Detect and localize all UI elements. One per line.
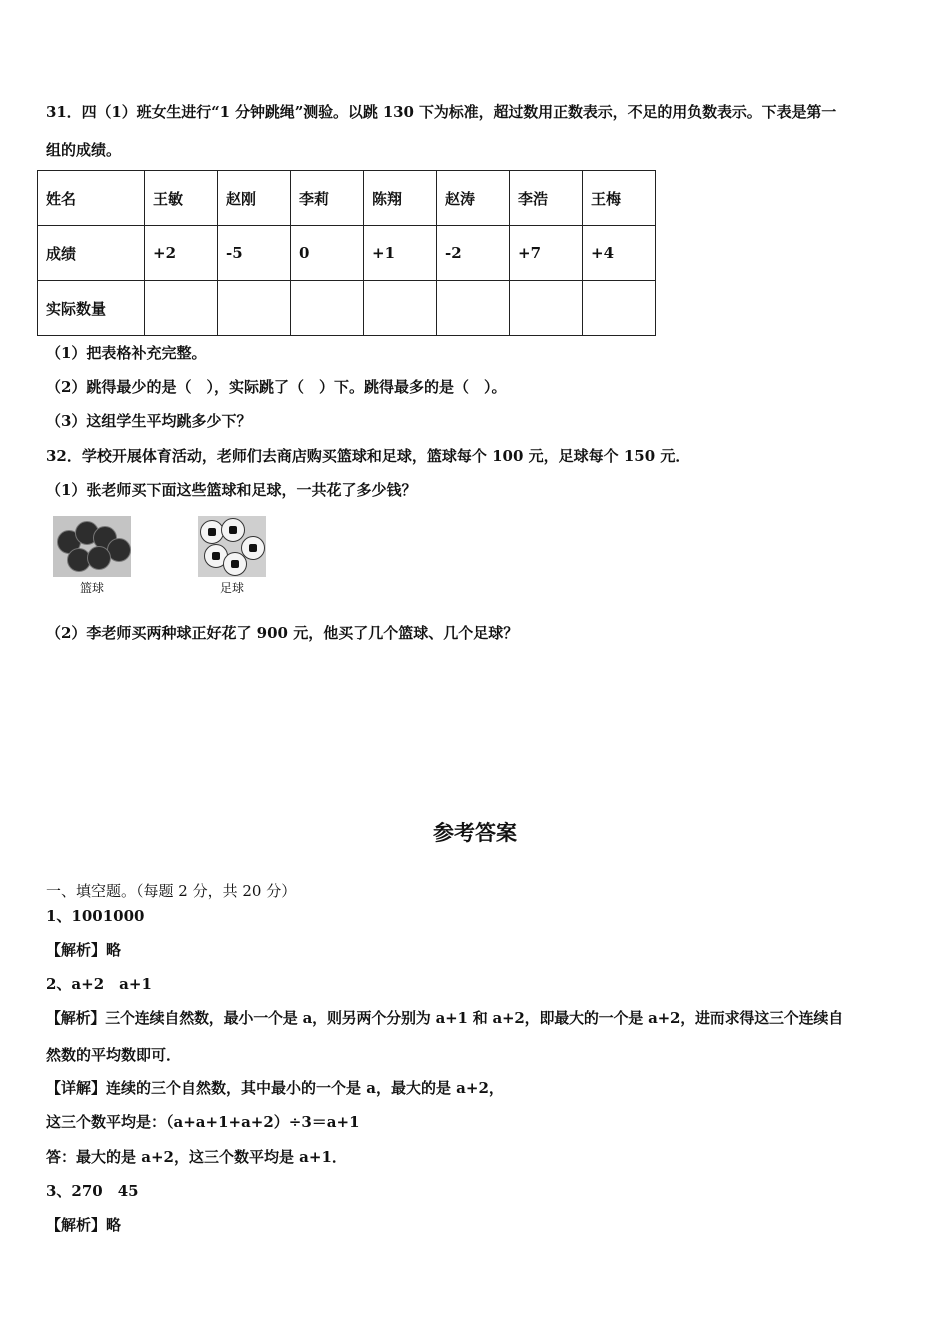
football-image [198,516,266,577]
q31-sub2: （2）跳得最少的是（ ），实际跳了（ ）下。跳得最多的是（ ）。 [46,378,507,396]
answer-line: 【解析】略 [46,941,122,959]
actual-cell [218,281,291,336]
answer-title: 参考答案 [433,821,517,845]
score-cell: +4 [583,226,656,281]
row-label-name: 姓名 [38,171,145,226]
q31-line2: 组的成绩。 [46,141,122,159]
name-cell: 王梅 [583,171,656,226]
basketball-icon [87,546,111,570]
answer-line: 2、a+2 a+1 [46,975,152,993]
basketball-caption: 篮球 [79,581,104,595]
football-caption: 足球 [219,581,244,595]
q32-line1: 32．学校开展体育活动，老师们去商店购买篮球和足球，篮球每个 100 元，足球每个 150 元． [46,447,691,465]
actual-cell [364,281,437,336]
score-table [37,170,656,336]
name-cell: 李浩 [510,171,583,226]
score-cell: -2 [437,226,510,281]
basketball-image [53,516,131,577]
row-label-score: 成绩 [38,226,145,281]
name-cell: 李莉 [291,171,364,226]
answer-line: 这三个数平均是：（a+a+1+a+2）÷3＝a+1 [46,1113,360,1131]
actual-cell [437,281,510,336]
score-cell: +1 [364,226,437,281]
actual-cell [145,281,218,336]
answer-line: 然数的平均数即可． [46,1046,182,1064]
q32-sub1: （1）张老师买下面这些篮球和足球，一共花了多少钱？ [46,481,417,499]
actual-cell [583,281,656,336]
table-row-names [38,171,656,226]
answer-line: 3、270 45 [46,1182,139,1200]
actual-cell [291,281,364,336]
football-picture [198,516,266,596]
answer-line: 答：最大的是 a+2，这三个数平均是 a+1． [46,1148,347,1166]
score-cell: 0 [291,226,364,281]
basketball-picture [53,516,131,596]
q31-sub3: （3）这组学生平均跳多少下？ [46,412,252,430]
score-cell: -5 [218,226,291,281]
score-cell: +2 [145,226,218,281]
name-cell: 陈翔 [364,171,437,226]
actual-cell [510,281,583,336]
name-cell: 赵涛 [437,171,510,226]
answer-line: 【解析】三个连续自然数，最小一个是 a，则另两个分别为 a+1 和 a+2，即最大的一个是 a+2，进而求得这三个连续自 [46,1009,844,1027]
answer-line: 【解析】略 [46,1216,122,1234]
football-icon [241,536,265,560]
football-icon [221,518,245,542]
name-cell: 赵刚 [218,171,291,226]
table-row-actual [38,281,656,336]
q32-sub2: （2）李老师买两种球正好花了 900 元，他买了几个篮球、几个足球？ [46,624,519,642]
answer-section-heading: 一、填空题。（每题 2 分，共 20 分） [46,882,297,900]
answer-line: 【详解】连续的三个自然数，其中最小的一个是 a，最大的是 a+2， [46,1079,504,1097]
answer-line: 1、1001000 [46,907,145,925]
score-cell: +7 [510,226,583,281]
q31-sub1: （1）把表格补充完整。 [46,344,207,362]
row-label-actual: 实际数量 [38,281,145,336]
table-row-scores [38,226,656,281]
q31-line1: 31．四（1）班女生进行“1 分钟跳绳”测验。以跳 130 下为标准，超过数用正数表示，不足的用负数表示。下表是第一 [46,103,837,121]
name-cell: 王敏 [145,171,218,226]
